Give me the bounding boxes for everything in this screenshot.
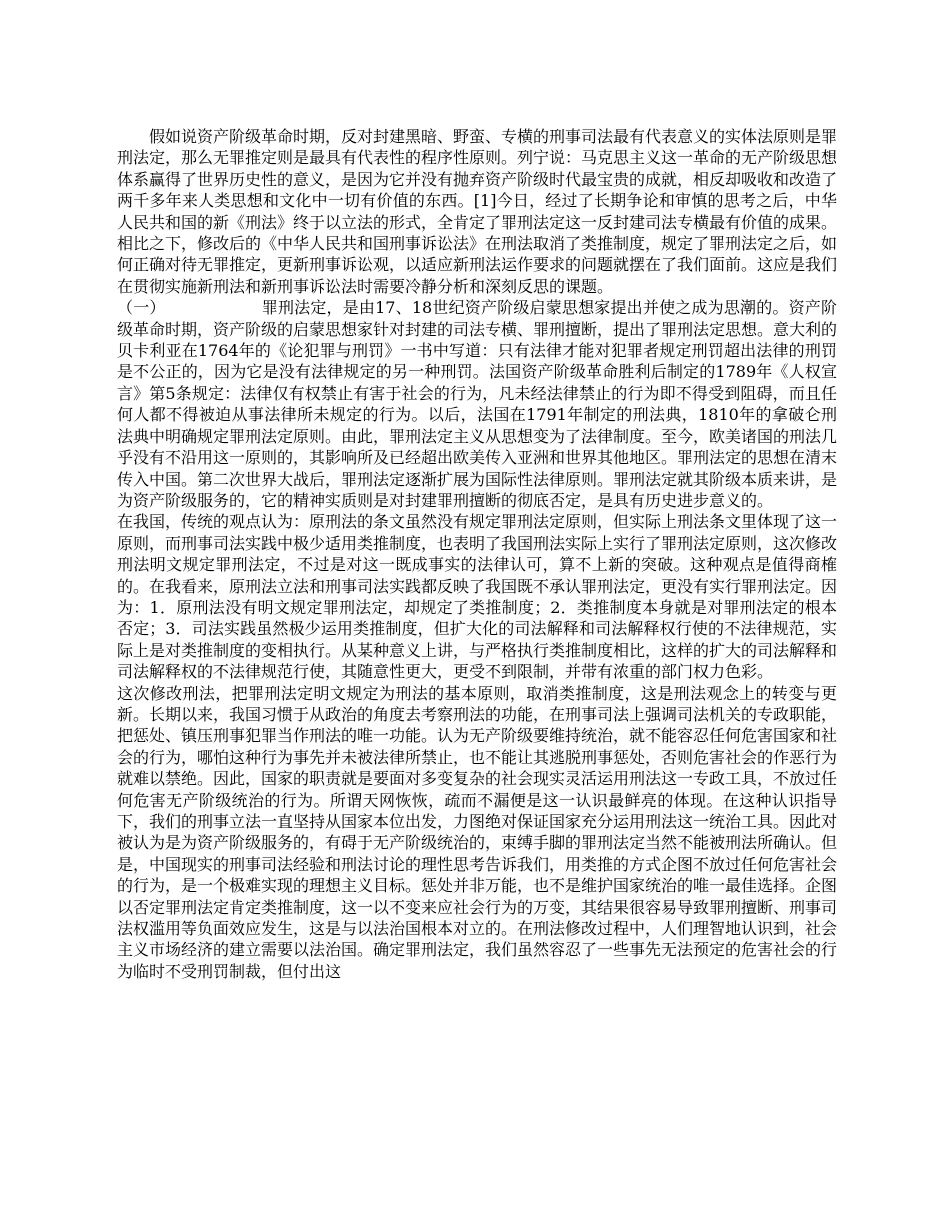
document-page	[117, 126, 837, 982]
section-label: （一）	[117, 298, 166, 318]
section-text-part2: 在我国，传统的观点认为：原刑法的条文虽然没有规定罪刑法定原则，但实际上刑法条文里体现了这一原则，而刑事司法实践中极少适用类推制度，也表明了我国刑法实际上实行了罪刑法定原则，这次修改刑法明文规定罪刑法定，不过是对这一既成事实的法律认可，算不上新的突破。这种观点是值得商榷的。在我看来，原刑法立法和刑事司法实践都反映了我国既不承认罪刑法定，更没有实行罪刑法定。因为：1．原刑法没有明文规定罪刑法定，却规定了类推制度；2．类推制度本身就是对罪刑法定的根本否定；3．司法实践虽然极少运用类推制度，但扩大化的司法解释和司法解释权行使的不法律规范，实际上是对类推制度的变相执行。从某种意义上讲，与严格执行类推制度相比，这样的扩大的司法解释和司法解释权的不法律规范行使，其随意性更大，更受不到限制，并带有浓重的部门权力色彩。	[117, 512, 838, 682]
intro-paragraph: 假如说资产阶级革命时期，反对封建黑暗、野蛮、专横的刑事司法最有代表意义的实体法原则是罪刑法定，那么无罪推定则是最具有代表性的程序性原则。列宁说：马克思主义这一革命的无产阶级思想体系赢得了世界历史性的意义，是因为它并没有抛弃资产阶级时代最宝贵的成就，相反却吸收和改造了两千多年来人类思想和文化中一切有价值的东西。[1]今日，经过了长期争论和审慎的思考之后，中华人民共和国的新《刑法》终于以立法的形式，全肯定了罪刑法定这一反封建司法专横最有价值的成果。相比之下，修改后的《中华人民共和国刑事诉讼法》在刑法取消了类推制度，规定了罪刑法定之后，如何正确对待无罪推定，更新刑事诉讼观，以适应新刑法运作要求的问题就摆在了我们面前。这应是我们在贯彻实施新刑法和新刑事诉讼法时需要冷静分析和深刻反思的课题。	[117, 127, 838, 296]
section-text-part1: 罪刑法定，是由17、18世纪资产阶级启蒙思想家提出并使之成为思潮的。资产阶级革命时期，资产阶级的启蒙思想家针对封建的司法专横、罪刑擅断，提出了罪刑法定思想。意大利的贝卡利亚在1764年的《论犯罪与刑罚》一书中写道：只有法律才能对犯罪者规定刑罚超出法律的刑罚是不公正的，因为它是没有法律规定的另一种刑罚。法国资产阶级革命胜利后制定的1789年《人权宣言》第5条规定：法律仅有权禁止有害于社会的行为，凡未经法律禁止的行为即不得受到阻碍，而且任何人都不得被迫从事法律所未规定的行为。以后，法国在1791年制定的刑法典，1810年的拿破仑刑法典中明确规定罪刑法定原则。由此，罪刑法定主义从思想变为了法律制度。至今，欧美诸国的刑法几乎没有不沿用这一原则的，其影响所及已经超出欧美传入亚洲和世界其他地区。罪刑法定的思想在清末传入中国。第二次世界大战后，罪刑法定逐渐扩展为国际性法律原则。罪刑法定就其阶级本质来讲，是为资产阶级服务的，它的精神实质则是对封建罪刑擅断的彻底否定，是具有历史进步意义的。	[117, 298, 838, 510]
section-paragraph	[117, 297, 837, 982]
section-text-part3: 这次修改刑法，把罪刑法定明文规定为刑法的基本原则，取消类推制度，这是刑法观念上的转变与更新。长期以来，我国习惯于从政治的角度去考察刑法的功能，在刑事司法上强调司法机关的专政职能，把惩处、镇压刑事犯罪当作刑法的唯一功能。认为无产阶级要维持统治，就不能容忍任何危害国家和社会的行为，哪怕这种行为事先并未被法律所禁止，也不能让其逃脱刑事惩处，否则危害社会的作恶行为就难以禁绝。因此，国家的职责就是要面对多变复杂的社会现实灵活运用刑法这一专政工具，不放过任何危害无产阶级统治的行为。所谓天网恢恢，疏而不漏便是这一认识最鲜亮的体现。在这种认识指导下，我们的刑事立法一直坚持从国家本位出发，力图绝对保证国家充分运用刑法这一统治工具。因此对被认为是为资产阶级服务的，有碍于无产阶级统治的，束缚手脚的罪刑法定当然不能被刑法所确认。但是，中国现实的刑事司法经验和刑法讨论的理性思考告诉我们，用类推的方式企图不放过任何危害社会的行为，是一个极难实现的理想主义目标。惩处并非万能，也不是维护国家统治的唯一最佳选择。企图以否定罪刑法定肯定类推制度，这一以不变来应社会行为的万变，其结果很容易导致罪刑擅断、刑事司法权滥用等负面效应发生，这是与以法治国根本对立的。在刑法修改过程中，人们理智地认识到，社会主义市场经济的建立需要以法治国。确定罪刑法定，我们虽然容忍了一些事先无法预定的危害社会的行为临时不受刑罚制裁，但付出这	[117, 683, 838, 981]
